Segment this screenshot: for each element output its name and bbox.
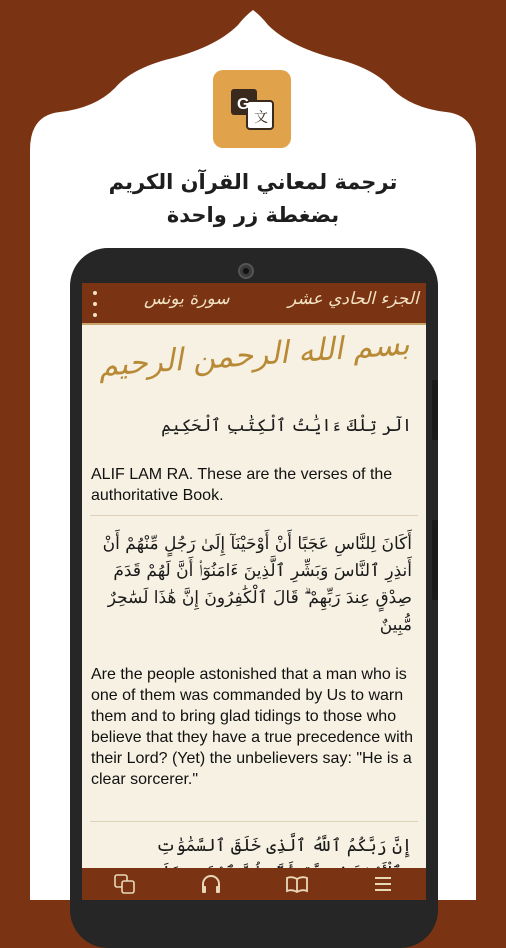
- svg-text:G: G: [237, 96, 250, 113]
- verse-translation-1[interactable]: ALIF LAM RA. These are the verses of the authoritative Book.: [91, 466, 393, 504]
- front-camera: [238, 263, 254, 279]
- promo-headline-line2: بضغطة زر واحدة: [166, 203, 340, 227]
- bottom-navigation: [82, 868, 426, 900]
- verse-arabic-2[interactable]: أَكَانَ لِلنَّاسِ عَجَبًا أَنْ أَوْحَيْنَآ إِلَىٰ رَجُلٍ مِّنْهُمْ أَنْ أَنذِرِ ٱلنَّاسَ وَبَشِّرِ ٱلَّذِينَ ءَامَنُوٓا۟ أَنَّ لَهُمْ قَدَمَ صِدْقٍ عِندَ رَبِّهِمْ ۗ قَالَ ٱلْكَٰفِرُونَ إِنَّ هَٰذَا لَسَٰحِرٌ مُّبِينٌ: [102, 534, 412, 635]
- book-icon[interactable]: [284, 873, 310, 895]
- juz-title[interactable]: الجزء الحادي عشر: [288, 289, 419, 309]
- volume-button: [432, 520, 438, 600]
- verse-divider: [90, 515, 418, 516]
- svg-text:文: 文: [254, 110, 268, 126]
- verse-translation-2[interactable]: Are the people astonished that a man who is one of them was commanded by Us to warn them and to bring glad tidings to those who believe that they have a true precedence with their Lord? (Yet) the unbelievers say: "He is a clear sorcerer.": [91, 666, 413, 788]
- translate-icon: [229, 87, 275, 131]
- surah-title[interactable]: سورة يونس: [144, 289, 230, 309]
- app-icon: [213, 70, 291, 148]
- power-button: [432, 380, 438, 440]
- app-bar: [82, 283, 426, 325]
- app-screen: [82, 283, 426, 900]
- headphones-icon[interactable]: [198, 873, 224, 895]
- verse-divider: [90, 821, 418, 822]
- verse-arabic-1[interactable]: الٓر تِلْكَ ءَايَٰتُ ٱلْكِتَٰبِ ٱلْحَكِيمِ: [161, 416, 412, 436]
- overflow-menu-icon[interactable]: [90, 291, 100, 317]
- bismillah-calligraphy: بسم الله الرحمن الرحيم: [97, 326, 411, 384]
- promo-headline-line1: ترجمة لمعاني القرآن الكريم: [108, 170, 398, 194]
- list-icon[interactable]: [370, 873, 396, 895]
- verse-arabic-3[interactable]: إِنَّ رَبَّكُمُ ٱللَّهُ ٱلَّذِى خَلَقَ ٱلسَّمَٰوَٰتِ: [155, 836, 412, 856]
- translate-icon[interactable]: [112, 873, 138, 895]
